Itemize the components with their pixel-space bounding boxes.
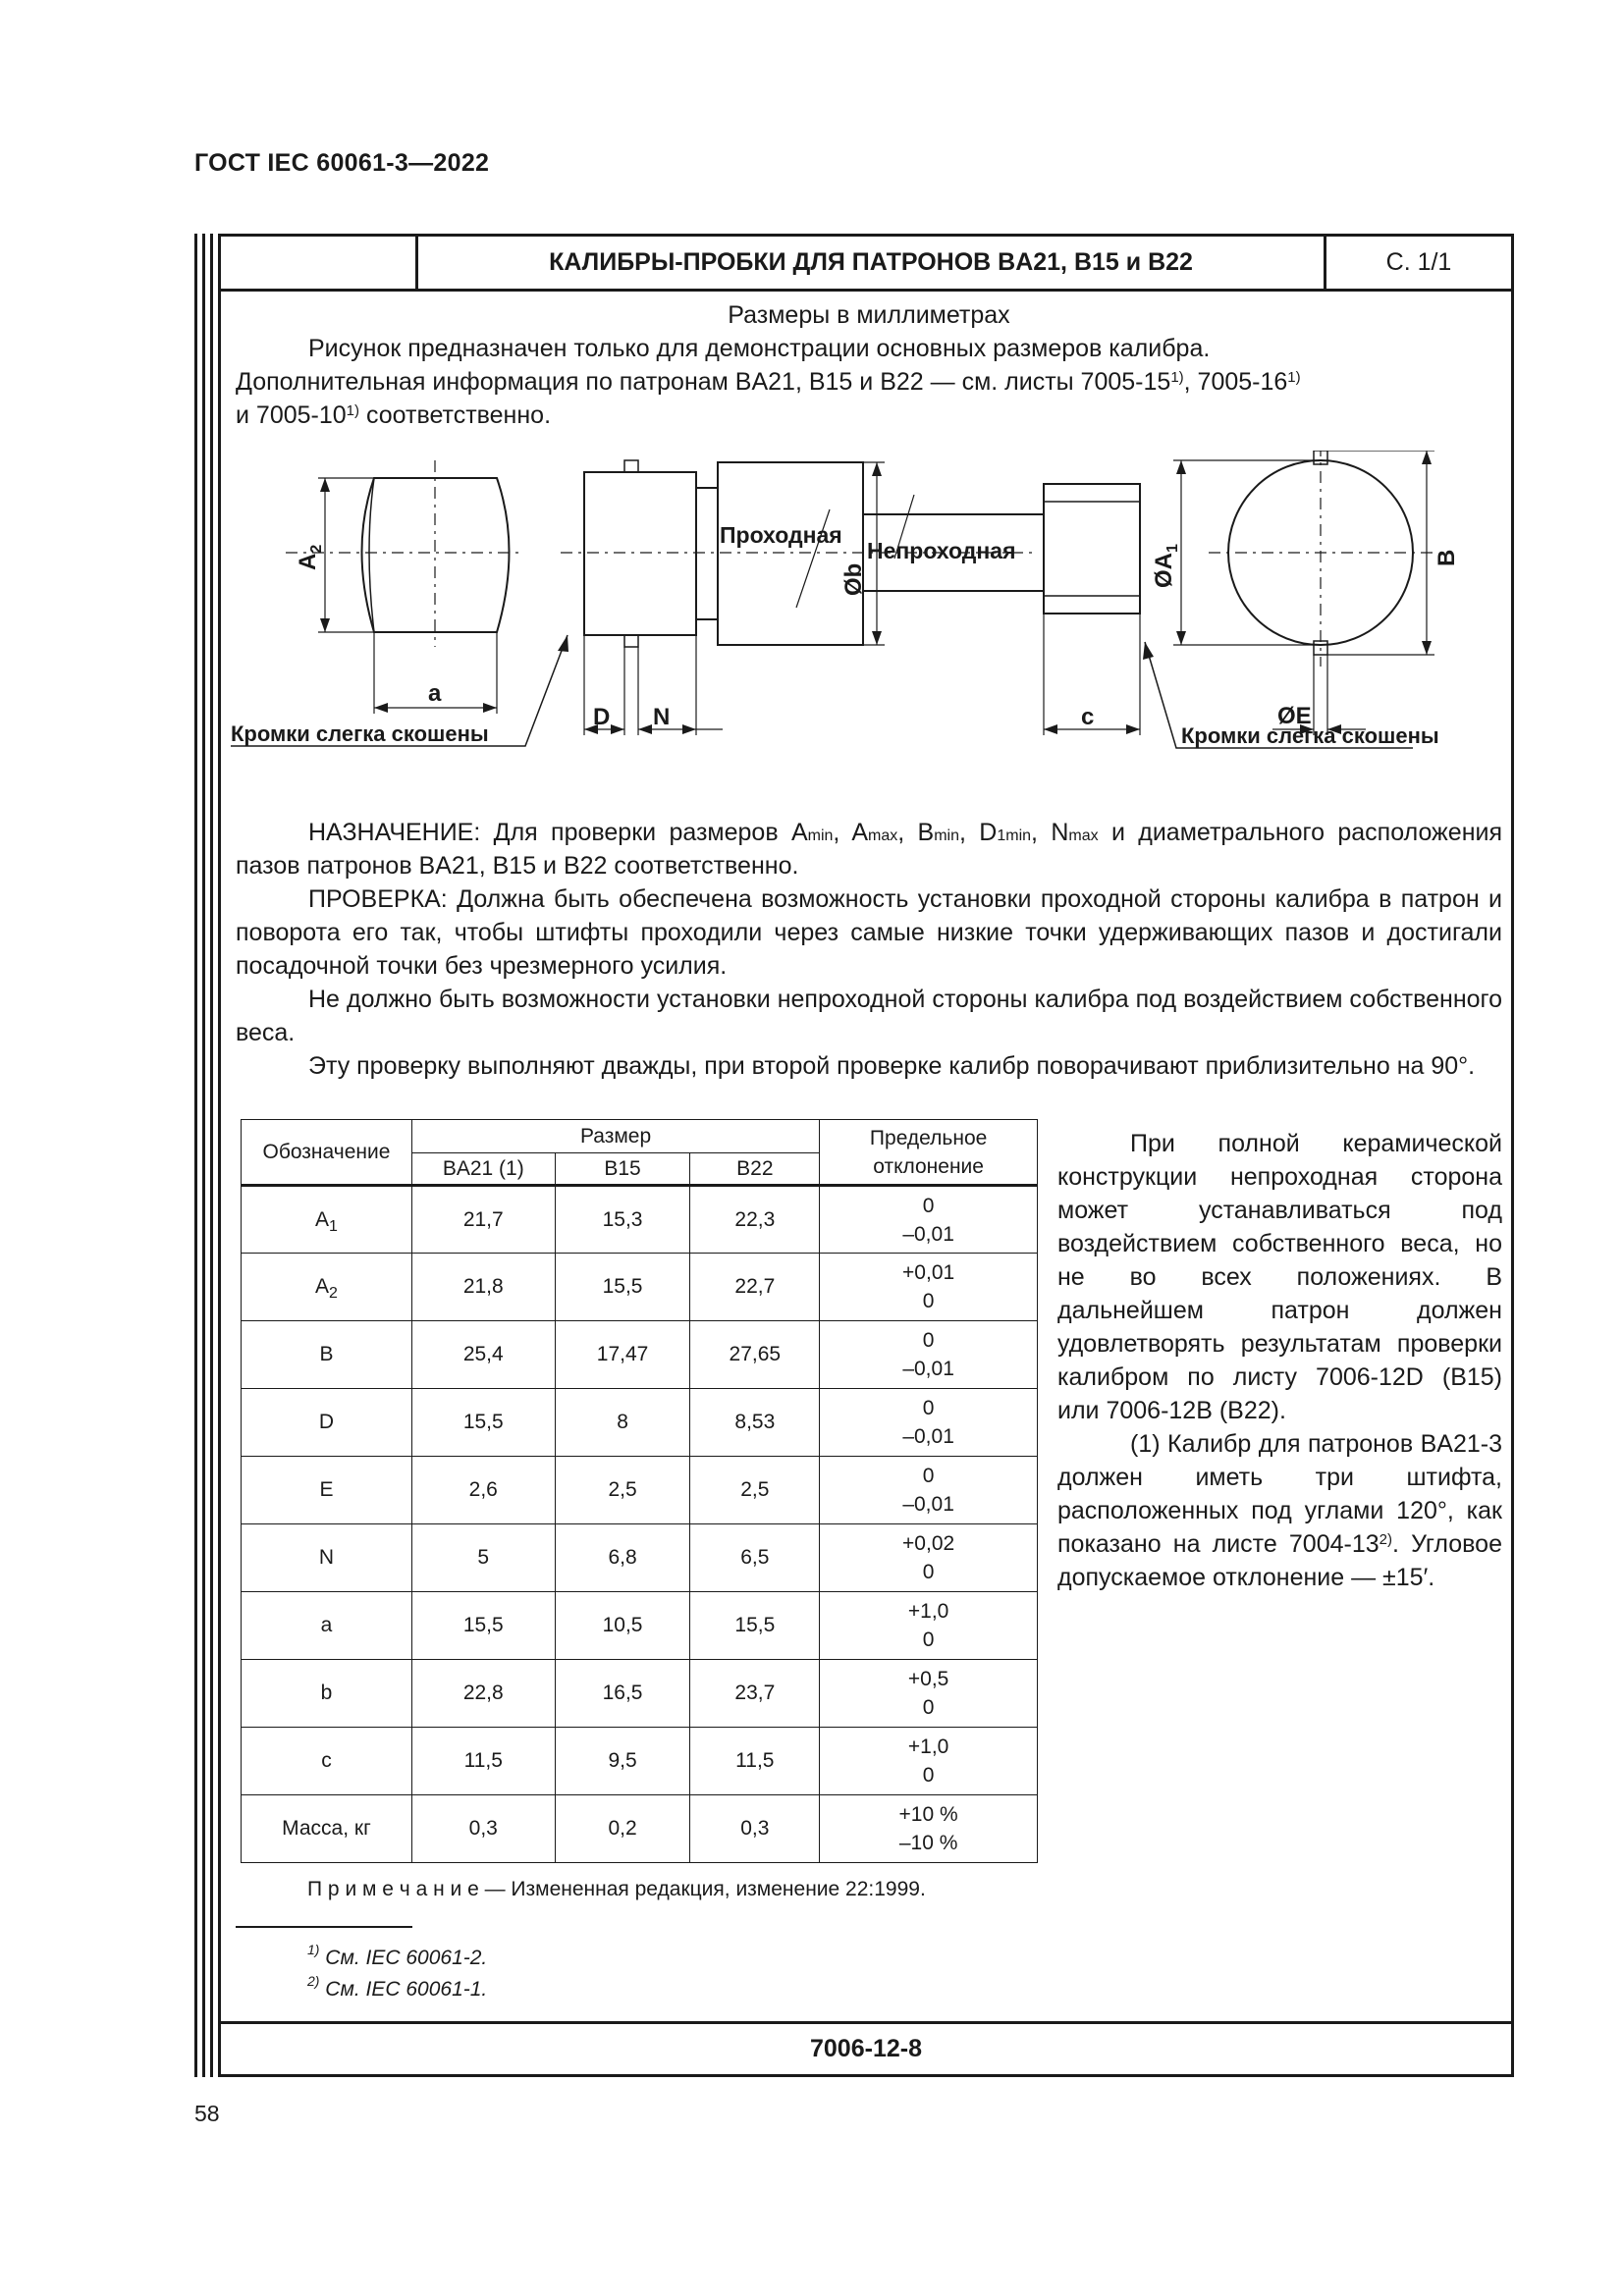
cell-designation: D [242, 1389, 412, 1457]
chamfer-note-left: Кромки слегка скошены [231, 721, 489, 746]
intro-line-1: Рисунок предназначен только для демонстрации основных размеров калибра. [308, 335, 1211, 362]
sheet-frame [218, 234, 1514, 2077]
dim-label-b: Øb [840, 562, 867, 596]
table-row [242, 1660, 1038, 1728]
side-note-2: (1) Калибр для патронов BA21-3 должен иметь три штифта, расположенных под углами 120°, как показано на листе 7004-13$^{2)}$. Угловое допускаемое отклонение — ±15′. [1057, 1430, 1502, 1591]
sheet-header [221, 237, 1511, 292]
gauge-drawing [227, 451, 1511, 816]
cell-b22: 11,5 [690, 1728, 820, 1795]
dim-label-e: ØE [1277, 703, 1312, 729]
footnote-2: $^{2)}$ См. IEC 60061-1. [307, 1973, 488, 2001]
table-row [242, 1728, 1038, 1795]
cell-ba21: 15,5 [411, 1592, 555, 1660]
go-gauge-body [584, 472, 696, 635]
cell-designation: E [242, 1457, 412, 1524]
cell-tolerance: +1,0 0 [820, 1728, 1038, 1795]
intro-line-3: и 7005-10$^{1)}$ соответственно. [236, 401, 552, 429]
sheet-page: С. 1/1 [1385, 248, 1452, 276]
cell-b22: 23,7 [690, 1660, 820, 1728]
table-row [242, 1186, 1038, 1254]
side-note-1: При полной керамической конструкции непроходная сторона может устанавливаться под воздействием собственного веса, но не во всех положениях. В дальнейшем патрон должен удовлетворять результатам проверки калибром по листу 7006-12D (B15) или 7006-12B (B22). [1057, 1130, 1502, 1424]
units-note: Размеры в миллиметрах [728, 301, 1010, 329]
cell-b15: 16,5 [555, 1660, 690, 1728]
cell-b22: 22,7 [690, 1254, 820, 1321]
cell-ba21: 15,5 [411, 1389, 555, 1457]
cell-b15: 17,47 [555, 1321, 690, 1389]
cell-b15: 10,5 [555, 1592, 690, 1660]
cell-b22: 27,65 [690, 1321, 820, 1389]
footnote-1: $^{1)}$ См. IEC 60061-2. [307, 1942, 488, 1969]
cell-b15: 15,5 [555, 1254, 690, 1321]
binding-rule [210, 234, 213, 2077]
cell-designation: B [242, 1321, 412, 1389]
col-ba21: BA21 (1) [411, 1153, 555, 1186]
cell-tolerance: +0,5 0 [820, 1660, 1038, 1728]
footnote-rule [236, 1926, 412, 1928]
dimensions-table [241, 1119, 1038, 1863]
cell-b22: 6,5 [690, 1524, 820, 1592]
col-size: Размер [411, 1120, 819, 1153]
cell-b22: 22,3 [690, 1186, 820, 1254]
cell-ba21: 11,5 [411, 1728, 555, 1795]
table-note: П р и м е ч а н и е — Измененная редакция, изменение 22:1999. [307, 1878, 926, 1900]
cell-ba21: 25,4 [411, 1321, 555, 1389]
check-text: ПРОВЕРКА: Должна быть обеспечена возможность установки проходной стороны калибра в патрон и поворота его так, чтобы штифты проходили через самые низкие точки удерживающих пазов и достигали посадочной точки без чрезмерного усилия. [236, 885, 1502, 980]
cell-tolerance: +10 % –10 % [820, 1795, 1038, 1863]
dim-label-a: a [428, 680, 442, 707]
intro-line-2: Дополнительная информация по патронам BA21, B15 и B22 — см. листы 7005-15$^{1)}$, 7005-16$^{1)}$ [236, 368, 1301, 396]
gauge-end-view [362, 478, 510, 632]
cell-tolerance: 0 –0,01 [820, 1457, 1038, 1524]
dim-label-bb: B [1434, 549, 1460, 566]
col-b22: B22 [690, 1153, 820, 1186]
dim-label-c: c [1081, 704, 1095, 730]
dim-label-a2: $A_2$ [295, 544, 325, 570]
cell-tolerance: +1,0 0 [820, 1592, 1038, 1660]
side-note [1057, 1127, 1502, 1594]
table-row [242, 1389, 1038, 1457]
cell-designation: N [242, 1524, 412, 1592]
cell-ba21: 5 [411, 1524, 555, 1592]
cell-tolerance: 0 –0,01 [820, 1389, 1038, 1457]
col-tolerance: Предельное отклонение [820, 1120, 1038, 1186]
table-row [242, 1592, 1038, 1660]
nogo-gauge-body [1044, 484, 1140, 614]
nogo-text: Не должно быть возможности установки непроходной стороны калибра под воздействием собственного веса. [236, 986, 1502, 1046]
label-nogo-side: Непроходная [867, 538, 1016, 563]
cell-b15: 0,2 [555, 1795, 690, 1863]
table-row [242, 1457, 1038, 1524]
table-row [242, 1254, 1038, 1321]
col-designation: Обозначение [242, 1120, 412, 1186]
cell-designation: Масса, кг [242, 1795, 412, 1863]
cell-ba21: 21,7 [411, 1186, 555, 1254]
binding-rule [202, 234, 205, 2077]
intro-text [236, 332, 1502, 399]
cell-ba21: 2,6 [411, 1457, 555, 1524]
cell-ba21: 21,8 [411, 1254, 555, 1321]
cell-b15: 15,3 [555, 1186, 690, 1254]
purpose-text: НАЗНАЧЕНИЕ: Для проверки размеров $A_{min}$, $A_{max}$, $B_{min}$, $D_{1min}$, $N_{max}$ и диаметрального расположения пазов патронов BA21, B15 и B22 соответственно. [236, 819, 1502, 880]
table-row [242, 1795, 1038, 1863]
cell-tolerance: 0 –0,01 [820, 1186, 1038, 1254]
cell-b15: 6,8 [555, 1524, 690, 1592]
binding-rule [194, 234, 197, 2077]
sheet-title: КАЛИБРЫ-ПРОБКИ ДЛЯ ПАТРОНОВ BA21, B15 и B22 [415, 237, 1326, 289]
cell-b22: 0,3 [690, 1795, 820, 1863]
cell-b22: 2,5 [690, 1457, 820, 1524]
cell-b15: 2,5 [555, 1457, 690, 1524]
cell-tolerance: 0 –0,01 [820, 1321, 1038, 1389]
cell-designation: b [242, 1660, 412, 1728]
page-number: 58 [194, 2101, 220, 2126]
cell-b15: 9,5 [555, 1728, 690, 1795]
go-gauge-plug [718, 462, 863, 645]
cell-ba21: 22,8 [411, 1660, 555, 1728]
table-row [242, 1321, 1038, 1389]
sheet-footer: 7006-12-8 [221, 2021, 1511, 2074]
dim-label-n: N [653, 704, 671, 730]
col-b15: B15 [555, 1153, 690, 1186]
cell-b22: 8,53 [690, 1389, 820, 1457]
cell-ba21: 0,3 [411, 1795, 555, 1863]
cell-designation: c [242, 1728, 412, 1795]
cell-designation: $A_1$ [242, 1186, 412, 1254]
cell-designation: a [242, 1592, 412, 1660]
dim-label-a1: $ØA_1$ [1151, 544, 1181, 588]
cell-tolerance: +0,02 0 [820, 1524, 1038, 1592]
standard-code: ГОСТ IEC 60061-3—2022 [194, 149, 490, 177]
repeat-text: Эту проверку выполняют дважды, при второй проверке калибр поворачивают приблизительно на 90°. [308, 1052, 1476, 1080]
cell-b15: 8 [555, 1389, 690, 1457]
table-row [242, 1524, 1038, 1592]
chamfer-note-right: Кромки слегка скошены [1181, 723, 1439, 748]
cell-b22: 15,5 [690, 1592, 820, 1660]
label-go-side: Проходная [720, 522, 842, 548]
cell-tolerance: +0,01 0 [820, 1254, 1038, 1321]
dim-label-d: D [593, 704, 611, 730]
cell-designation: $A_2$ [242, 1254, 412, 1321]
